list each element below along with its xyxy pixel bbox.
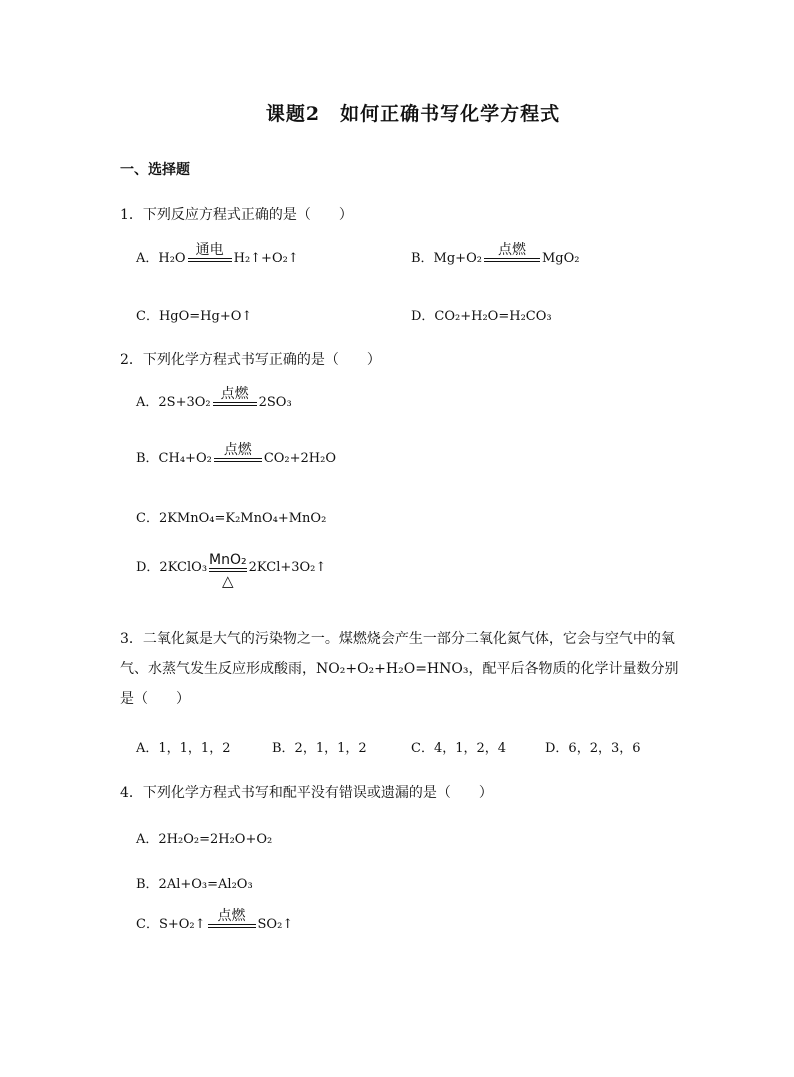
section-heading: 一、选择题 [120,162,190,178]
equals-bar [214,458,262,462]
equals-bar [208,924,256,928]
q1-option-d: D．CO₂+H₂O=H₂CO₃ [411,309,552,324]
q1-b-product: MgO₂ [541,251,580,266]
question-4-stem: 4．下列化学方程式书写和配平没有错误或遗漏的是（ ） [120,785,493,801]
q3-option-d: D．6，2，3，6 [545,741,641,756]
q2-option-a [136,386,292,410]
q2-option-d [136,552,326,589]
q3-option-b: B．2，1，1，2 [272,741,367,756]
q3-option-a: A．1，1，1，2 [136,741,231,756]
q2-a-product: 2SO₃ [258,395,292,410]
condition-label: 点燃 [220,386,249,402]
reaction-condition [188,242,232,266]
q2-d-reactant: D．2KClO₃ [136,560,208,575]
q1-a-reactant: A．H₂O [136,251,186,266]
q4-option-c [136,908,293,932]
question-1-stem: 1．下列反应方程式正确的是（ ） [120,207,353,223]
catalyst-label: MnO₂ [209,552,247,568]
q3-option-c: C．4，1，2，4 [411,741,507,756]
q2-option-c: C．2KMnO₄=K₂MnO₄+MnO₂ [136,511,327,526]
question-3-stem: 3．二氧化氮是大气的污染物之一。煤燃烧会产生一部分二氧化氮气体，它会与空气中的氧气、水蒸气发生反应形成酸雨，NO₂+O₂+H₂O=HNO₃，配平后各物质的化学计量数分别是（ ） [120,631,679,707]
q1-b-reactant: B．Mg+O₂ [411,251,482,266]
q2-b-reactant: B．CH₄+O₂ [136,451,212,466]
page-title: 课题2 如何正确书写化学方程式 [265,103,561,125]
heat-symbol: △ [222,572,234,590]
q4-c-reactant: C．S+O₂↑ [136,917,206,932]
condition-label: 通电 [195,242,224,258]
condition-label: 点燃 [223,442,252,458]
reaction-condition [484,242,540,266]
equals-bar [484,258,540,262]
q2-d-product: 2KCl+3O₂↑ [248,560,327,575]
q1-option-c: C．HgO=Hg+O↑ [136,309,253,324]
equals-bar [213,402,257,406]
q4-option-a: A．2H₂O₂=2H₂O+O₂ [136,832,273,847]
q2-b-product: CO₂+2H₂O [263,451,336,466]
reaction-condition [214,442,262,466]
q4-c-product: SO₂↑ [257,917,294,932]
question-2-stem: 2．下列化学方程式书写正确的是（ ） [120,352,381,368]
condition-label: 点燃 [497,242,526,258]
q1-option-a [136,242,299,266]
q2-a-reactant: A．2S+3O₂ [136,395,211,410]
equals-bar [188,258,232,262]
q1-a-product: H₂↑+O₂↑ [233,251,299,266]
condition-label: 点燃 [217,908,246,924]
q4-option-b: B．2Al+O₃=Al₂O₃ [136,877,253,892]
q2-option-b [136,442,336,466]
reaction-condition [213,386,257,410]
reaction-condition [208,908,256,932]
reaction-condition [209,552,247,589]
q1-option-b [411,242,579,266]
